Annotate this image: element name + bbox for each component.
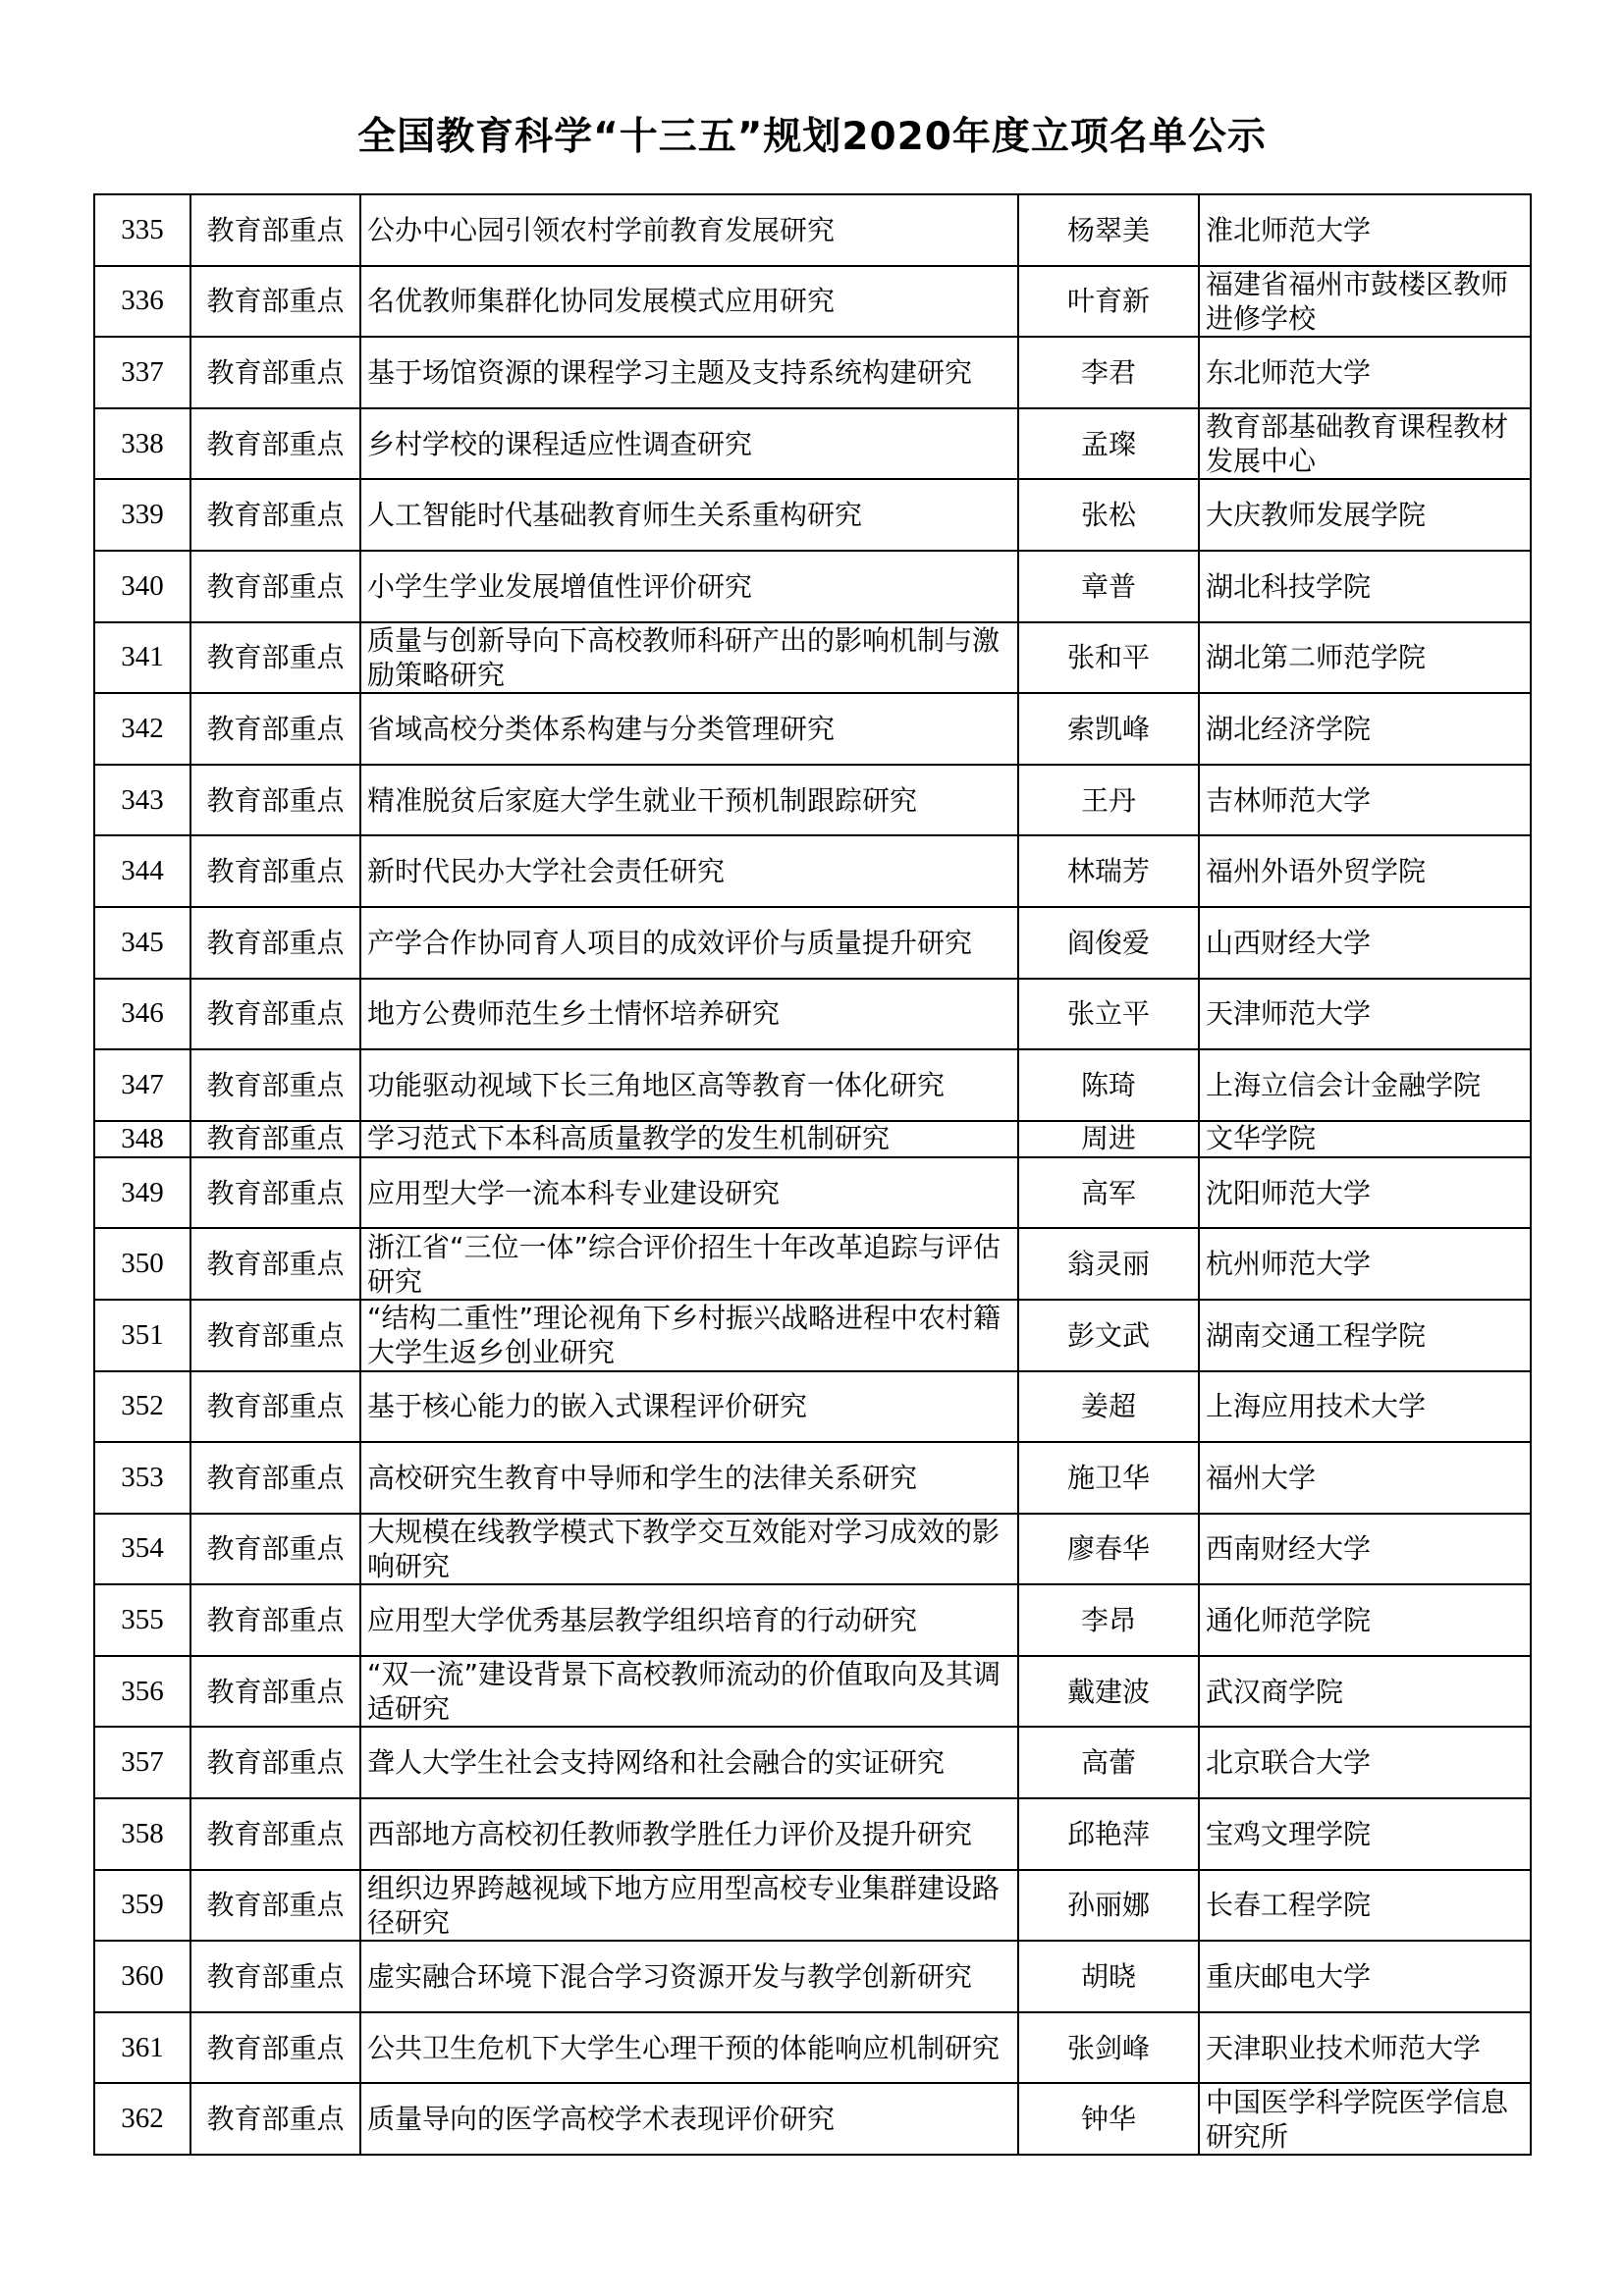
project-leader: 张立平 — [1018, 979, 1199, 1050]
project-number: 344 — [94, 835, 190, 907]
project-category: 教育部重点 — [190, 1514, 360, 1585]
project-category: 教育部重点 — [190, 408, 360, 480]
project-category: 教育部重点 — [190, 1727, 360, 1798]
table-row — [94, 1584, 1531, 1656]
project-organization: 文华学院 — [1199, 1121, 1531, 1157]
project-category: 教育部重点 — [190, 907, 360, 979]
project-category: 教育部重点 — [190, 194, 360, 266]
project-category: 教育部重点 — [190, 2012, 360, 2084]
project-organization: 长春工程学院 — [1199, 1870, 1531, 1942]
project-category: 教育部重点 — [190, 693, 360, 765]
project-list-table — [93, 193, 1532, 2156]
project-title: 应用型大学一流本科专业建设研究 — [360, 1157, 1018, 1229]
project-organization: 吉林师范大学 — [1199, 765, 1531, 836]
table-row — [94, 1941, 1531, 2012]
project-category: 教育部重点 — [190, 622, 360, 694]
project-organization: 西南财经大学 — [1199, 1514, 1531, 1585]
project-title: 质量导向的医学高校学术表现评价研究 — [360, 2083, 1018, 2155]
project-category: 教育部重点 — [190, 835, 360, 907]
project-leader: 张和平 — [1018, 622, 1199, 694]
project-category: 教育部重点 — [190, 2083, 360, 2155]
project-organization: 武汉商学院 — [1199, 1656, 1531, 1728]
project-leader: 翁灵丽 — [1018, 1228, 1199, 1300]
project-list-table-wrapper — [93, 193, 1530, 2156]
project-number: 355 — [94, 1584, 190, 1656]
table-row — [94, 2012, 1531, 2084]
project-leader: 王丹 — [1018, 765, 1199, 836]
project-title: 公办中心园引领农村学前教育发展研究 — [360, 194, 1018, 266]
project-leader: 高军 — [1018, 1157, 1199, 1229]
project-number: 353 — [94, 1442, 190, 1514]
project-leader: 周进 — [1018, 1121, 1199, 1157]
project-number: 343 — [94, 765, 190, 836]
project-category: 教育部重点 — [190, 266, 360, 338]
project-leader: 叶育新 — [1018, 266, 1199, 338]
project-organization: 东北师范大学 — [1199, 337, 1531, 408]
project-leader: 钟华 — [1018, 2083, 1199, 2155]
project-number: 348 — [94, 1121, 190, 1157]
project-number: 360 — [94, 1941, 190, 2012]
project-number: 341 — [94, 622, 190, 694]
project-organization: 福州外语外贸学院 — [1199, 835, 1531, 907]
table-row — [94, 1121, 1531, 1157]
project-organization: 重庆邮电大学 — [1199, 1941, 1531, 2012]
table-row — [94, 1870, 1531, 1942]
table-row — [94, 1656, 1531, 1728]
project-organization: 宝鸡文理学院 — [1199, 1798, 1531, 1870]
project-organization: 山西财经大学 — [1199, 907, 1531, 979]
project-title: 公共卫生危机下大学生心理干预的体能响应机制研究 — [360, 2012, 1018, 2084]
project-category: 教育部重点 — [190, 479, 360, 551]
table-row — [94, 1228, 1531, 1300]
project-title: 西部地方高校初任教师教学胜任力评价及提升研究 — [360, 1798, 1018, 1870]
project-title: 产学合作协同育人项目的成效评价与质量提升研究 — [360, 907, 1018, 979]
project-organization: 湖北科技学院 — [1199, 551, 1531, 622]
project-title: 名优教师集群化协同发展模式应用研究 — [360, 266, 1018, 338]
project-organization: 湖南交通工程学院 — [1199, 1300, 1531, 1371]
project-leader: 施卫华 — [1018, 1442, 1199, 1514]
project-title: “结构二重性”理论视角下乡村振兴战略进程中农村籍大学生返乡创业研究 — [360, 1300, 1018, 1371]
project-leader: 彭文武 — [1018, 1300, 1199, 1371]
table-row — [94, 765, 1531, 836]
project-number: 362 — [94, 2083, 190, 2155]
project-category: 教育部重点 — [190, 1157, 360, 1229]
table-row — [94, 693, 1531, 765]
project-title: 乡村学校的课程适应性调查研究 — [360, 408, 1018, 480]
project-number: 354 — [94, 1514, 190, 1585]
table-row — [94, 907, 1531, 979]
project-leader: 胡晓 — [1018, 1941, 1199, 2012]
table-row — [94, 1157, 1531, 1229]
project-leader: 林瑞芳 — [1018, 835, 1199, 907]
project-number: 356 — [94, 1656, 190, 1728]
project-title: 省域高校分类体系构建与分类管理研究 — [360, 693, 1018, 765]
project-number: 350 — [94, 1228, 190, 1300]
project-leader: 李昂 — [1018, 1584, 1199, 1656]
project-number: 357 — [94, 1727, 190, 1798]
project-title: 人工智能时代基础教育师生关系重构研究 — [360, 479, 1018, 551]
project-title: 大规模在线教学模式下教学交互效能对学习成效的影响研究 — [360, 1514, 1018, 1585]
project-number: 342 — [94, 693, 190, 765]
project-title: 基于核心能力的嵌入式课程评价研究 — [360, 1371, 1018, 1443]
project-category: 教育部重点 — [190, 765, 360, 836]
project-category: 教育部重点 — [190, 551, 360, 622]
project-organization: 中国医学科学院医学信息研究所 — [1199, 2083, 1531, 2155]
project-organization: 上海应用技术大学 — [1199, 1371, 1531, 1443]
project-title: 虚实融合环境下混合学习资源开发与教学创新研究 — [360, 1941, 1018, 2012]
project-category: 教育部重点 — [190, 979, 360, 1050]
table-row — [94, 1727, 1531, 1798]
project-category: 教育部重点 — [190, 1584, 360, 1656]
project-leader: 张剑峰 — [1018, 2012, 1199, 2084]
project-category: 教育部重点 — [190, 1798, 360, 1870]
project-leader: 邱艳萍 — [1018, 1798, 1199, 1870]
table-row — [94, 622, 1531, 694]
project-title: 质量与创新导向下高校教师科研产出的影响机制与激励策略研究 — [360, 622, 1018, 694]
project-title: 小学生学业发展增值性评价研究 — [360, 551, 1018, 622]
project-leader: 戴建波 — [1018, 1656, 1199, 1728]
project-category: 教育部重点 — [190, 1656, 360, 1728]
project-category: 教育部重点 — [190, 1941, 360, 2012]
project-title: 高校研究生教育中导师和学生的法律关系研究 — [360, 1442, 1018, 1514]
project-organization: 上海立信会计金融学院 — [1199, 1049, 1531, 1121]
project-organization: 福州大学 — [1199, 1442, 1531, 1514]
project-number: 346 — [94, 979, 190, 1050]
table-row — [94, 337, 1531, 408]
project-leader: 李君 — [1018, 337, 1199, 408]
table-row — [94, 1514, 1531, 1585]
project-title: 聋人大学生社会支持网络和社会融合的实证研究 — [360, 1727, 1018, 1798]
table-row — [94, 1798, 1531, 1870]
project-category: 教育部重点 — [190, 1121, 360, 1157]
table-row — [94, 1300, 1531, 1371]
project-title: 学习范式下本科高质量教学的发生机制研究 — [360, 1121, 1018, 1157]
table-row — [94, 1442, 1531, 1514]
project-organization: 淮北师范大学 — [1199, 194, 1531, 266]
table-row — [94, 979, 1531, 1050]
project-organization: 北京联合大学 — [1199, 1727, 1531, 1798]
project-leader: 阎俊爱 — [1018, 907, 1199, 979]
project-title: 应用型大学优秀基层教学组织培育的行动研究 — [360, 1584, 1018, 1656]
project-leader: 陈琦 — [1018, 1049, 1199, 1121]
project-leader: 章普 — [1018, 551, 1199, 622]
project-number: 339 — [94, 479, 190, 551]
project-organization: 教育部基础教育课程教材发展中心 — [1199, 408, 1531, 480]
project-organization: 湖北经济学院 — [1199, 693, 1531, 765]
project-number: 338 — [94, 408, 190, 480]
table-row — [94, 1371, 1531, 1443]
project-title: 组织边界跨越视域下地方应用型高校专业集群建设路径研究 — [360, 1870, 1018, 1942]
table-row — [94, 1049, 1531, 1121]
project-title: 新时代民办大学社会责任研究 — [360, 835, 1018, 907]
project-organization: 杭州师范大学 — [1199, 1228, 1531, 1300]
project-leader: 姜超 — [1018, 1371, 1199, 1443]
project-organization: 大庆教师发展学院 — [1199, 479, 1531, 551]
project-number: 359 — [94, 1870, 190, 1942]
table-row — [94, 835, 1531, 907]
project-leader: 廖春华 — [1018, 1514, 1199, 1585]
table-row — [94, 408, 1531, 480]
table-row — [94, 479, 1531, 551]
project-number: 336 — [94, 266, 190, 338]
project-organization: 天津职业技术师范大学 — [1199, 2012, 1531, 2084]
project-leader: 高蕾 — [1018, 1727, 1199, 1798]
project-title: 浙江省“三位一体”综合评价招生十年改革追踪与评估研究 — [360, 1228, 1018, 1300]
project-number: 352 — [94, 1371, 190, 1443]
project-number: 337 — [94, 337, 190, 408]
project-number: 340 — [94, 551, 190, 622]
project-leader: 索凯峰 — [1018, 693, 1199, 765]
project-title: 精准脱贫后家庭大学生就业干预机制跟踪研究 — [360, 765, 1018, 836]
table-body — [94, 194, 1531, 2155]
project-title: “双一流”建设背景下高校教师流动的价值取向及其调适研究 — [360, 1656, 1018, 1728]
project-category: 教育部重点 — [190, 1228, 360, 1300]
table-row — [94, 266, 1531, 338]
project-number: 351 — [94, 1300, 190, 1371]
project-category: 教育部重点 — [190, 1049, 360, 1121]
project-leader: 孙丽娜 — [1018, 1870, 1199, 1942]
project-title: 基于场馆资源的课程学习主题及支持系统构建研究 — [360, 337, 1018, 408]
project-leader: 杨翠美 — [1018, 194, 1199, 266]
project-title: 地方公费师范生乡土情怀培养研究 — [360, 979, 1018, 1050]
table-row — [94, 2083, 1531, 2155]
page-title: 全国教育科学“十三五”规划2020年度立项名单公示 — [357, 115, 1267, 159]
project-number: 349 — [94, 1157, 190, 1229]
project-leader: 张松 — [1018, 479, 1199, 551]
project-organization: 湖北第二师范学院 — [1199, 622, 1531, 694]
project-category: 教育部重点 — [190, 1300, 360, 1371]
project-organization: 通化师范学院 — [1199, 1584, 1531, 1656]
project-category: 教育部重点 — [190, 1442, 360, 1514]
project-category: 教育部重点 — [190, 1870, 360, 1942]
project-number: 335 — [94, 194, 190, 266]
table-row — [94, 551, 1531, 622]
project-category: 教育部重点 — [190, 1371, 360, 1443]
project-number: 347 — [94, 1049, 190, 1121]
project-title: 功能驱动视域下长三角地区高等教育一体化研究 — [360, 1049, 1018, 1121]
project-organization: 天津师范大学 — [1199, 979, 1531, 1050]
project-organization: 福建省福州市鼓楼区教师进修学校 — [1199, 266, 1531, 338]
table-row — [94, 194, 1531, 266]
project-category: 教育部重点 — [190, 337, 360, 408]
project-leader: 孟璨 — [1018, 408, 1199, 480]
project-number: 361 — [94, 2012, 190, 2084]
project-organization: 沈阳师范大学 — [1199, 1157, 1531, 1229]
project-number: 358 — [94, 1798, 190, 1870]
project-number: 345 — [94, 907, 190, 979]
